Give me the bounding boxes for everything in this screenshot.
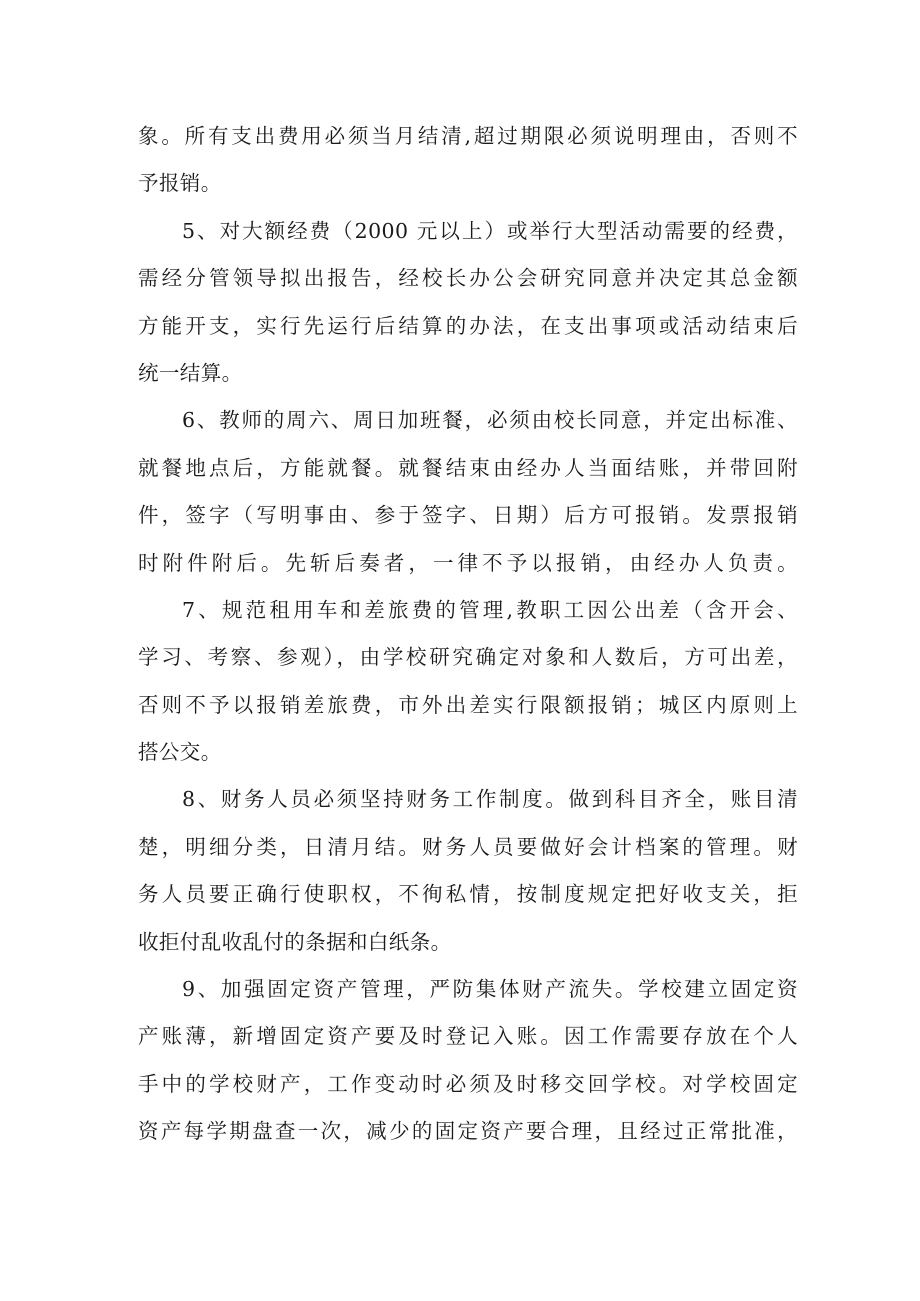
text-line: 方能开支，实行先运行后结算的办法，在支出事项或活动结束后 bbox=[138, 313, 798, 338]
paragraph-start-line: 9、加强固定资产管理，严防集体财产流失。学校建立固定资 bbox=[182, 977, 798, 1002]
text-line: 资产每学期盘查一次，减少的固定资产要合理，且经过正常批准， bbox=[138, 1119, 798, 1144]
text-line: 搭公交。 bbox=[138, 740, 222, 765]
text-line: 时附件附后。先斩后奏者，一律不予以报销，由经办人负责。 bbox=[138, 550, 798, 575]
paragraph-start-line: 7、规范租用车和差旅费的管理,教职工因公出差（含开会、 bbox=[182, 597, 798, 622]
text-line: 楚，明细分类，日清月结。财务人员要做好会计档案的管理。财 bbox=[138, 834, 798, 859]
text-line: 就餐地点后，方能就餐。就餐结束由经办人当面结账，并带回附 bbox=[138, 455, 798, 480]
document-body bbox=[138, 113, 798, 1156]
text-line: 予报销。 bbox=[138, 171, 222, 196]
paragraph-start-line: 8、财务人员必须坚持财务工作制度。做到科目齐全，账目清 bbox=[182, 787, 798, 812]
text-line: 统一结算。 bbox=[138, 360, 243, 385]
text-line: 产账薄，新增固定资产要及时登记入账。因工作需要存放在个人 bbox=[138, 1024, 798, 1049]
text-line: 否则不予以报销差旅费，市外出差实行限额报销；城区内原则上 bbox=[138, 692, 798, 717]
text-line: 需经分管领导拟出报告，经校长办公会研究同意并决定其总金额 bbox=[138, 266, 798, 291]
text-line: 务人员要正确行使职权，不徇私情，按制度规定把好收支关，拒 bbox=[138, 882, 798, 907]
text-line: 象。所有支出费用必须当月结清,超过期限必须说明理由，否则不 bbox=[138, 124, 798, 148]
text-line: 件，签字（写明事由、参于签字、日期）后方可报销。发票报销 bbox=[138, 503, 798, 528]
text-line: 收拒付乱收乱付的条据和白纸条。 bbox=[138, 929, 452, 954]
text-line: 学习、考察、参观），由学校研究确定对象和人数后，方可出差， bbox=[138, 645, 798, 670]
paragraph-start-line: 6、教师的周六、周日加班餐，必须由校长同意，并定出标准、 bbox=[182, 408, 798, 433]
text-line: 手中的学校财产，工作变动时必须及时移交回学校。对学校固定 bbox=[138, 1071, 798, 1096]
paragraph-start-line: 5、对大额经费（2000 元以上）或举行大型活动需要的经费， bbox=[182, 218, 798, 243]
